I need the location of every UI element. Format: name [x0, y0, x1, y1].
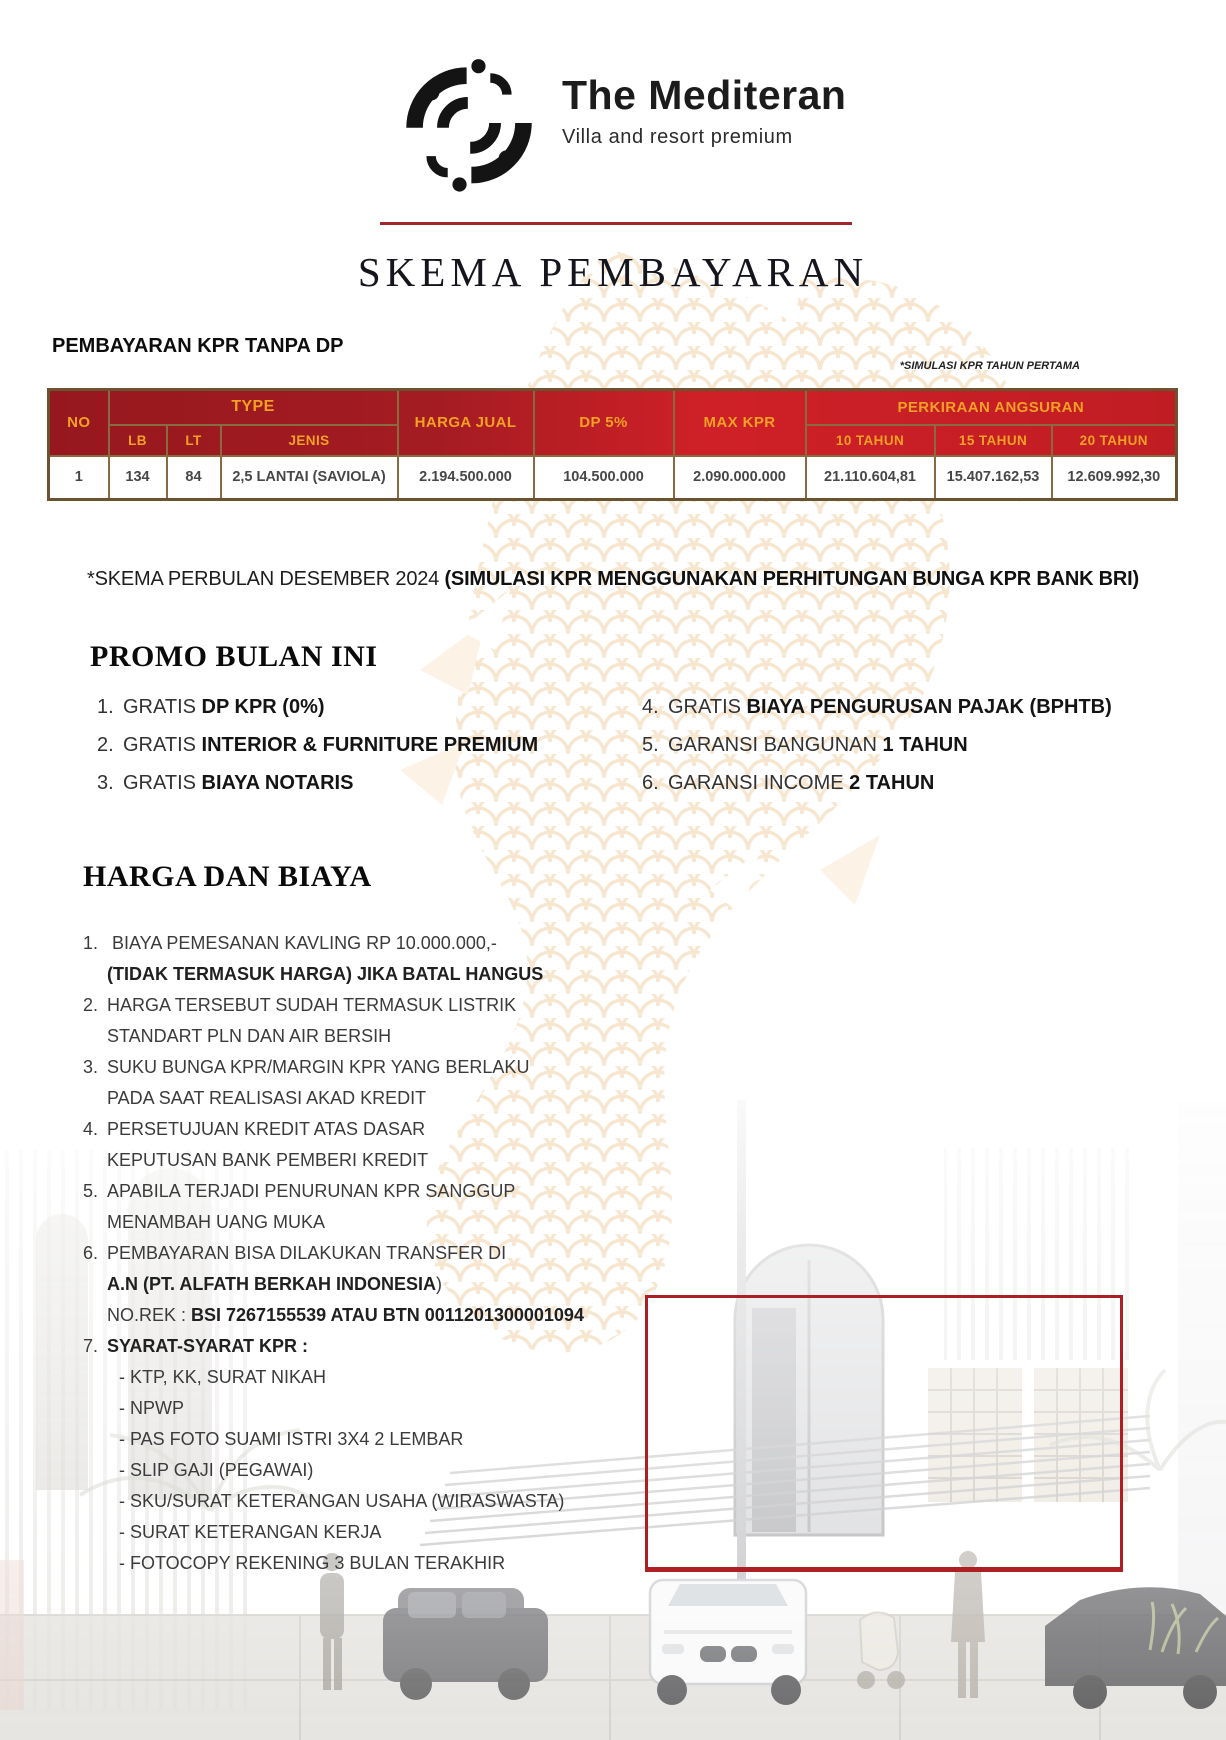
- col-header-20-tahun: 20 TAHUN: [1052, 425, 1177, 456]
- promo-item-text: GRATIS: [668, 696, 747, 718]
- promo-item: [97, 770, 538, 808]
- promo-item-bold: BIAYA PENGURUSAN PAJAK (BPHTB): [746, 696, 1112, 718]
- promo-item-text: GARANSI BANGUNAN: [668, 734, 883, 756]
- terms-item-bold: (TIDAK TERMASUK HARGA) JIKA BATAL HANGUS: [107, 964, 544, 984]
- terms-item-text: MENAMBAH UANG MUKA: [107, 1212, 326, 1232]
- terms-item-text: HARGA TERSEBUT SUDAH TERMASUK LISTRIK: [107, 995, 517, 1015]
- terms-item-text: PEMBAYARAN BISA DILAKUKAN TRANSFER DI: [107, 1243, 507, 1263]
- terms-item: [83, 1145, 584, 1176]
- page-title: SKEMA PEMBAYARAN: [357, 249, 869, 295]
- col-header-dp: DP 5%: [534, 390, 674, 456]
- promo-item-number: 4.: [642, 696, 659, 718]
- terms-item: [83, 1207, 584, 1238]
- terms-item-text: PERSETUJUAN KREDIT ATAS DASAR: [107, 1119, 426, 1139]
- terms-item: [83, 1114, 584, 1145]
- promo-list-right: [642, 694, 1112, 808]
- cell-lt: 84: [167, 456, 221, 500]
- terms-item: [83, 1300, 584, 1331]
- terms-item: [83, 1548, 584, 1579]
- terms-item-text: - PAS FOTO SUAMI ISTRI 3X4 2 LEMBAR: [119, 1429, 464, 1449]
- promo-heading: PROMO BULAN INI: [90, 640, 378, 673]
- terms-item: [83, 1455, 584, 1486]
- col-header-lb: LB: [109, 425, 167, 456]
- cell-20-tahun: 12.609.992,30: [1052, 456, 1177, 500]
- promo-item-number: 6.: [642, 772, 659, 794]
- terms-item-number: 6.: [83, 1243, 99, 1263]
- terms-item-number: 3.: [83, 1057, 99, 1077]
- terms-item: [83, 1021, 584, 1052]
- terms-item-text: BIAYA PEMESANAN KAVLING RP 10.000.000,-: [107, 933, 497, 953]
- terms-item: [83, 1331, 584, 1362]
- promo-item-bold: BIAYA NOTARIS: [201, 772, 354, 794]
- simulation-note: *SIMULASI KPR TAHUN PERTAMA: [899, 360, 1080, 372]
- terms-item-number: 2.: [83, 995, 99, 1015]
- col-header-max-kpr: MAX KPR: [674, 390, 806, 456]
- promo-item-text: GRATIS: [123, 772, 202, 794]
- terms-item-text: - FOTOCOPY REKENING 3 BULAN TERAKHIR: [119, 1553, 506, 1573]
- terms-item-text: STANDART PLN DAN AIR BERSIH: [107, 1026, 392, 1046]
- table-row: [49, 456, 1177, 500]
- terms-item: [83, 1176, 584, 1207]
- promo-item-bold: DP KPR (0%): [201, 696, 325, 718]
- col-header-angsuran: PERKIRAAN ANGSURAN: [806, 390, 1177, 425]
- terms-item-text: - SKU/SURAT KETERANGAN USAHA (WIRASWASTA): [119, 1491, 565, 1511]
- promo-item-number: 1.: [97, 696, 114, 718]
- col-header-no: NO: [49, 390, 109, 456]
- scheme-footnote: [0, 568, 1226, 591]
- terms-item: [83, 1238, 584, 1269]
- harga-heading: HARGA DAN BIAYA: [83, 860, 372, 893]
- promo-item-bold: 2 TAHUN: [849, 772, 935, 794]
- terms-item-text: NO.REK :: [107, 1305, 192, 1325]
- promo-item-text: GRATIS: [123, 696, 202, 718]
- footnote-normal: *SKEMA PERBULAN DESEMBER 2024: [86, 568, 445, 590]
- terms-item: [83, 990, 584, 1021]
- cell-jenis: 2,5 LANTAI (SAVIOLA): [221, 456, 398, 500]
- terms-item-text: - SLIP GAJI (PEGAWAI): [119, 1460, 314, 1480]
- terms-item-number: 1.: [83, 933, 99, 953]
- cell-dp: 104.500.000: [534, 456, 674, 500]
- terms-item-bold: BSI 7267155539 ATAU BTN 0011201300001094: [191, 1305, 584, 1325]
- promo-item-text: GARANSI INCOME: [668, 772, 850, 794]
- terms-item: [83, 1083, 584, 1114]
- kpr-table: [47, 388, 1178, 501]
- promo-item-number: 2.: [97, 734, 114, 756]
- cell-lb: 134: [109, 456, 167, 500]
- terms-item-bold: A.N (PT. ALFATH BERKAH INDONESIA: [107, 1274, 437, 1294]
- promo-item-number: 3.: [97, 772, 114, 794]
- cell-15-tahun: 15.407.162,53: [935, 456, 1052, 500]
- promo-item-text: GRATIS: [123, 734, 202, 756]
- terms-item-text: KEPUTUSAN BANK PEMBERI KREDIT: [107, 1150, 429, 1170]
- terms-item: [83, 1269, 584, 1300]
- col-header-harga-jual: HARGA JUAL: [398, 390, 534, 456]
- highlight-box: [645, 1295, 1123, 1572]
- terms-item-text: - KTP, KK, SURAT NIKAH: [119, 1367, 327, 1387]
- col-header-lt: LT: [167, 425, 221, 456]
- brand-divider: [380, 222, 852, 225]
- terms-list: [83, 928, 584, 1579]
- terms-item: [83, 928, 584, 959]
- promo-item: [642, 732, 1112, 770]
- terms-item: [83, 1362, 584, 1393]
- promo-list-left: [97, 694, 538, 808]
- cell-max-kpr: 2.090.000.000: [674, 456, 806, 500]
- terms-item-text: - NPWP: [119, 1398, 184, 1418]
- terms-item: [83, 1393, 584, 1424]
- brand-tagline: Villa and resort premium: [562, 126, 793, 148]
- cell-harga-jual: 2.194.500.000: [398, 456, 534, 500]
- promo-item-bold: 1 TAHUN: [882, 734, 968, 756]
- col-header-jenis: JENIS: [221, 425, 398, 456]
- terms-item-text: PADA SAAT REALISASI AKAD KREDIT: [107, 1088, 427, 1108]
- col-header-15-tahun: 15 TAHUN: [935, 425, 1052, 456]
- brand-name: The Mediteran: [562, 72, 847, 118]
- col-header-10-tahun: 10 TAHUN: [806, 425, 935, 456]
- terms-item-text: SUKU BUNGA KPR/MARGIN KPR YANG BERLAKU: [107, 1057, 530, 1077]
- cell-no: 1: [49, 456, 109, 500]
- promo-item: [642, 770, 1112, 808]
- promo-item: [97, 732, 538, 770]
- cell-10-tahun: 21.110.604,81: [806, 456, 935, 500]
- terms-item: [83, 1486, 584, 1517]
- promo-item-bold: INTERIOR & FURNITURE PREMIUM: [201, 734, 539, 756]
- promo-item: [97, 694, 538, 732]
- terms-item-number: 4.: [83, 1119, 99, 1139]
- kpr-section-heading: PEMBAYARAN KPR TANPA DP: [52, 335, 344, 357]
- terms-item: [83, 1424, 584, 1455]
- terms-item: [83, 1517, 584, 1548]
- terms-item-suffix: ): [436, 1274, 443, 1294]
- col-header-type: TYPE: [109, 390, 398, 425]
- terms-item-text: APABILA TERJADI PENURUNAN KPR SANGGUP: [107, 1181, 516, 1201]
- terms-item-number: 5.: [83, 1181, 99, 1201]
- terms-item: [83, 959, 584, 990]
- terms-item-text: - SURAT KETERANGAN KERJA: [119, 1522, 382, 1542]
- terms-item-bold: SYARAT-SYARAT KPR :: [107, 1336, 309, 1356]
- footnote-bold: (SIMULASI KPR MENGGUNAKAN PERHITUNGAN BUNGA KPR BANK BRI): [444, 568, 1139, 590]
- promo-item: [642, 694, 1112, 732]
- terms-item-number: 7.: [83, 1336, 99, 1356]
- brand-logo: [398, 52, 540, 194]
- promo-item-number: 5.: [642, 734, 659, 756]
- terms-item: [83, 1052, 584, 1083]
